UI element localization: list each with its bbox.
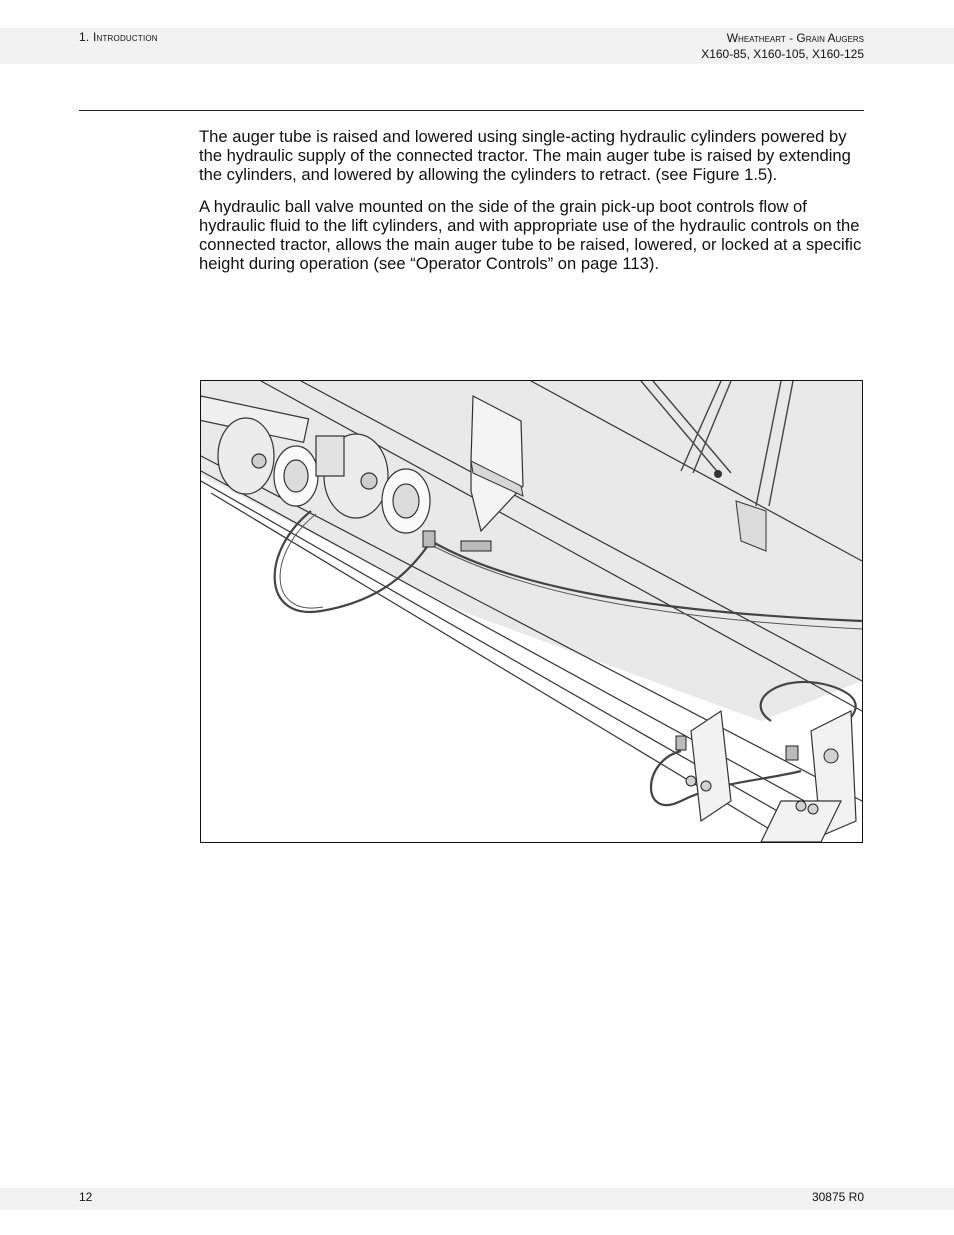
paragraph-1: The auger tube is raised and lowered using single-acting hydraulic cylinders powered by the hydraulic supply of the connected tractor. The main auger tube is raised by extending the cylinders, and lowered by allowing the cylinders to retract. (see Figure 1.5). (199, 127, 851, 184)
header-title: Wheatheart - Grain Augers (726, 31, 864, 45)
figure-frame (200, 380, 863, 843)
page-number: 12 (79, 1190, 93, 1204)
document-id: 30875 R0 (811, 1190, 864, 1204)
footer-band (0, 1188, 954, 1210)
auger-hydraulic-lift-illustration-icon (201, 381, 862, 842)
body-text (199, 128, 867, 288)
header-section: 1. Introduction (79, 30, 158, 44)
paragraph-2: A hydraulic ball valve mounted on the side of the grain pick-up boot controls flow of hydraulic fluid to the lift cylinders, and with appropriate use of the hydraulic controls on the connected tractor, allows the main auger tube to be raised, lowered, or locked at a specific height during operation (see “Operator Controls” on page 113). (199, 197, 862, 273)
header-models: X160-85, X160-105, X160-125 (701, 47, 864, 61)
header-right (701, 30, 864, 62)
header-rule (79, 110, 864, 111)
